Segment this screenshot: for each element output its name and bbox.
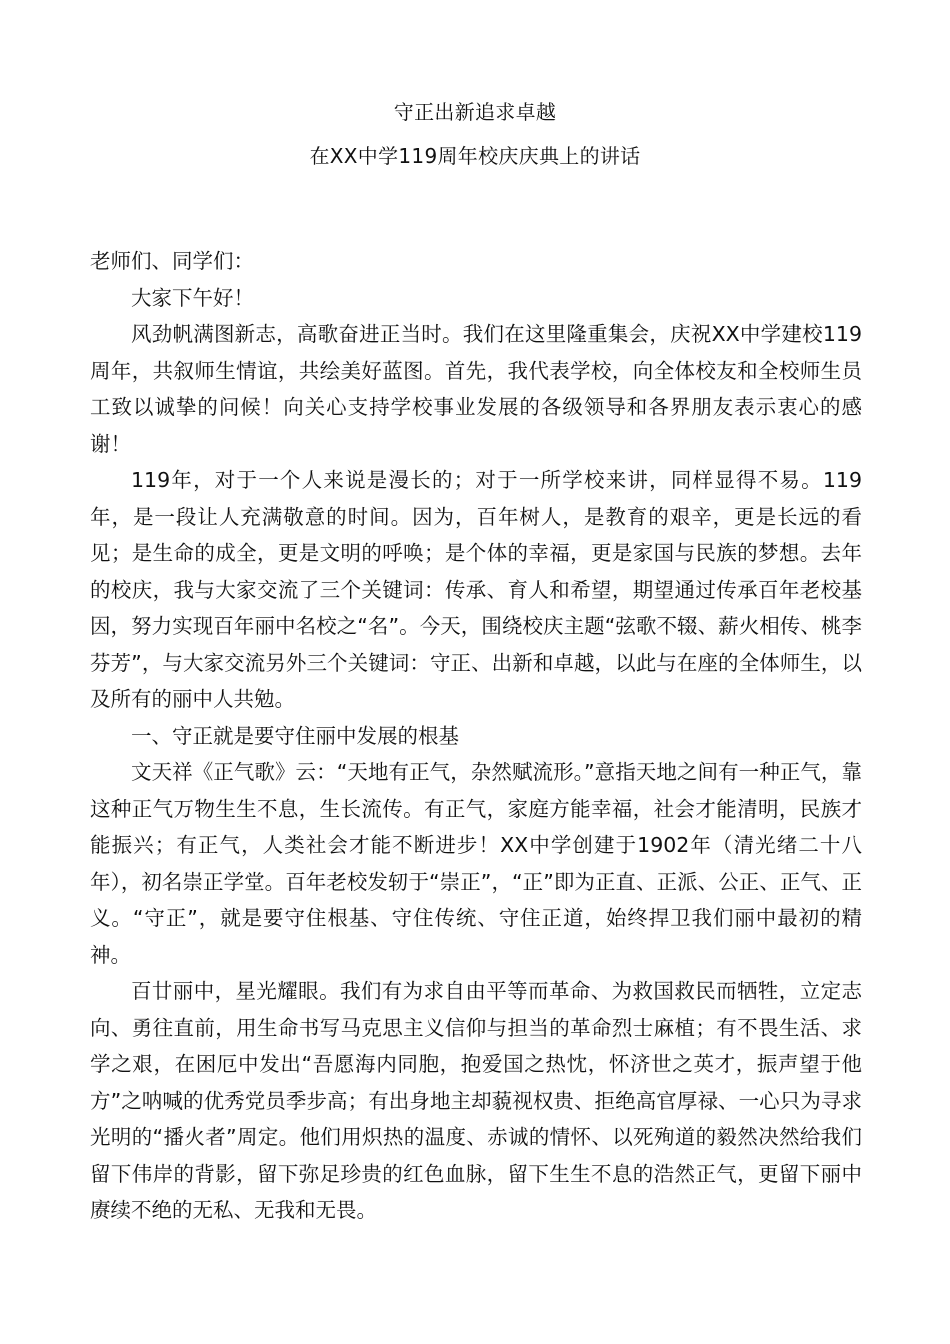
document-subtitle: 在XX中学119周年校庆庆典上的讲话 xyxy=(309,144,641,168)
paragraph-119-years: 119年，对于一个人来说是漫长的；对于一所学校来讲，同样显得不易。119年，是一段让人充满敬意的时间。因为，百年树人，是教育的艰辛，更是长远的看见；是生命的成全，更是文明的呼唤；是个体的幸福，更是家国与民族的梦想。去年的校庆，我与大家交流了三个关键词：传承、育人和希望，期望通过传承百年老校基因，努力实现百年丽中名校之“名”。今天，围绕校庆主题“弦歌不辍、薪火相传、桃李芬芳”，与大家交流另外三个关键词：守正、出新和卓越，以此与在座的全体师生，以及所有的丽中人共勉。 xyxy=(90,468,862,711)
salutation: 老师们、同学们： xyxy=(90,249,254,273)
title-block xyxy=(0,97,950,185)
paragraph-opening: 风劲帆满图新志，高歌奋进正当时。我们在这里隆重集会，庆祝XX中学建校119周年，共叙师生情谊，共绘美好蓝图。首先，我代表学校，向全体校友和全校师生员工致以诚挚的问候！向关心支持学校事业发展的各级领导和各界朋友表示衷心的感谢！ xyxy=(90,322,862,456)
section-heading: 一、守正就是要守住丽中发展的根基 xyxy=(131,723,459,748)
paragraph-martyrs: 百廿丽中，星光耀眼。我们有为求自由平等而革命、为救国救民而牺牲，立定志向、勇往直前，用生命书写马克思主义信仰与担当的革命烈士麻植；有不畏生活、求学之艰，在困厄中发出“吾愿海内同胞，抱爱国之热忱，怀济世之英才，振声望于他方”之呐喊的优秀党员季步高；有出身地主却藐视权贵、拒绝高官厚禄、一心只为寻求光明的“播火者”周定。他们用炽热的温度、赤诚的情怀、以死殉道的毅然决然给我们留下伟岸的背影，留下弥足珍贵的红色血脉，留下生生不息的浩然正气，更留下丽中赓续不绝的无私、无我和无畏。 xyxy=(90,979,862,1222)
paragraph-zhengqi: 文天祥《正气歌》云：“天地有正气，杂然赋流形。”意指天地之间有一种正气，靠这种正气万物生生不息，生长流传。有正气，家庭方能幸福，社会才能清明，民族才能振兴；有正气，人类社会才能不断进步！XX中学创建于1902年（清光绪二十八年），初名崇正学堂。百年老校发轫于“崇正”，“正”即为正直、正派、公正、正气、正义。“守正”，就是要守住根基、守住传统、守住正道，始终捍卫我们丽中最初的精神。 xyxy=(90,760,862,967)
speech-body xyxy=(90,243,862,1229)
greeting: 大家下午好！ xyxy=(131,285,254,310)
document-title: 守正出新追求卓越 xyxy=(393,100,557,124)
